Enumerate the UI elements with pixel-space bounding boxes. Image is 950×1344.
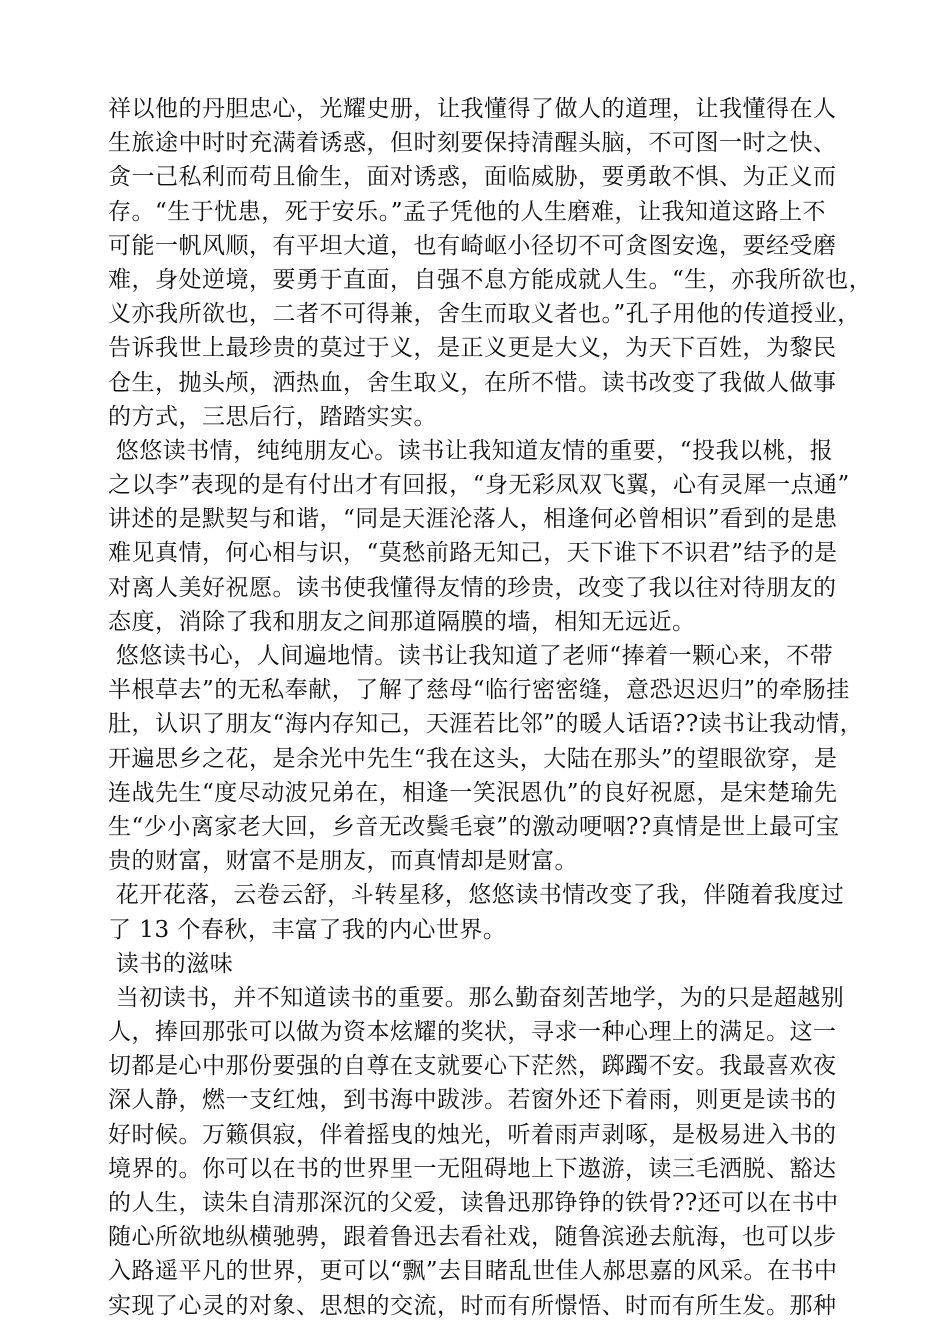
section-heading: 读书的滋味	[108, 950, 234, 977]
text-line: 境界的。你可以在书的世界里一无阻碍地上下遨游，读三毛洒脱、豁达	[108, 1155, 837, 1182]
text-line: 态度，消除了我和朋友之间那道隔膜的墙，相知无远近。	[108, 608, 696, 635]
text-line: 讲述的是默契与和谐，“同是天涯沦落人，相逢何必曾相识”看到的是患	[108, 506, 838, 533]
text-line: 的方式，三思后行，踏踏实实。	[108, 403, 437, 430]
text-line: 花开花落，云卷云舒，斗转星移，悠悠读书情改变了我，伴随着我度过	[108, 882, 845, 909]
text-line: 半根草去”的无私奉献，了解了慈母“临行密密缝，意恐迟迟归”的牵肠挂	[108, 677, 850, 704]
text-line: 肚，认识了朋友“海内存知己，天涯若比邻”的暖人话语??读书让我动情，	[108, 711, 864, 738]
text-line: 生旅途中时时充满着诱惑，但时刻要保持清醒头脑，不可图一时之快、	[108, 130, 837, 157]
text-line: 祥以他的丹胆忠心，光耀史册，让我懂得了做人的道理，让我懂得在人	[108, 96, 837, 122]
text-line: 的人生，读朱自清那深沉的父爱，读鲁迅那铮铮的铁骨??还可以在书中	[108, 1190, 839, 1216]
text-line: 义亦我所欲也，二者不可得兼，舍生而取义者也。”孔子用他的传道授业，	[108, 301, 861, 328]
text-line: 对离人美好祝愿。读书使我懂得友情的珍贵，改变了我以往对待朋友的	[108, 574, 837, 601]
text-line: 贵的财富，财富不是朋友，而真情却是财富。	[108, 848, 578, 875]
text-line: 之以李”表现的是有付出才有回报，“身无彩凤双飞翼，心有灵犀一点通”	[108, 472, 850, 499]
text-line: 连战先生“度尽动波兄弟在，相逢一笑泯恩仇”的良好祝愿，是宋楚瑜先	[108, 779, 838, 806]
text-line: 告诉我世上最珍贵的莫过于义，是正义更是大义，为天下百姓，为黎民	[108, 335, 837, 362]
text-line: 存。“生于忧患，死于安乐。”孟子凭他的人生磨难，让我知道这路上不	[108, 198, 827, 225]
document-body	[108, 92, 873, 1323]
text-line: 随心所欲地纵横驰骋，跟着鲁迅去看社戏，随鲁滨逊去航海，也可以步	[108, 1224, 837, 1251]
text-line: 入路遥平凡的世界，更可以“飘”去目睹乱世佳人郝思嘉的风采。在书中	[108, 1258, 838, 1285]
text-line: 仓生，抛头颅，洒热血，舍生取义，在所不惜。读书改变了我做人做事	[108, 369, 837, 396]
text-line: 当初读书，并不知道读书的重要。那么勤奋刻苦地学，为的只是超越别	[108, 984, 845, 1011]
text-line: 开遍思乡之花，是余光中先生“我在这头，大陆在那头”的望眼欲穿，是	[108, 745, 838, 772]
text-line: 了 13 个春秋，丰富了我的内心世界。	[108, 916, 507, 943]
text-line: 深人静，燃一支红烛，到书海中跋涉。若窗外还下着雨，则更是读书的	[108, 1087, 837, 1114]
text-line: 切都是心中那份要强的自尊在支就要心下茫然，踯躅不安。我最喜欢夜	[108, 1053, 837, 1080]
text-line: 好时候。万籁俱寂，伴着摇曳的烛光，听着雨声剥啄，是极易进入书的	[108, 1121, 837, 1148]
text-line: 难见真情，何心相与识，“莫愁前路无知己，天下谁下不识君”结予的是	[108, 540, 838, 567]
text-line: 难，身处逆境，要勇于直面，自强不息方能成就人生。“生，亦我所欲也，	[108, 266, 873, 293]
text-line: 生“少小离家老大回，乡音无改鬓毛衰”的激动哽咽??真情是世上最可宝	[108, 813, 840, 840]
text-line: 悠悠读书心，人间遍地情。读书让我知道了老师“捧着一颗心来，不带	[108, 643, 834, 669]
text-line: 可能一帆风顺，有平坦大道，也有崎岖小径切不可贪图安逸，要经受磨	[108, 232, 837, 259]
text-line: 人，捧回那张可以做为资本炫耀的奖状，寻求一种心理上的满足。这一	[108, 1019, 837, 1046]
text-line: 贪一己私利而苟且偷生，面对诱惑，面临威胁，要勇敢不惧、为正义而	[108, 164, 837, 191]
text-line: 实现了心灵的对象、思想的交流，时而有所憬悟、时而有所生发。那种	[108, 1292, 837, 1319]
text-line: 悠悠读书情，纯纯朋友心。读书让我知道友情的重要，“投我以桃，报	[108, 437, 834, 464]
